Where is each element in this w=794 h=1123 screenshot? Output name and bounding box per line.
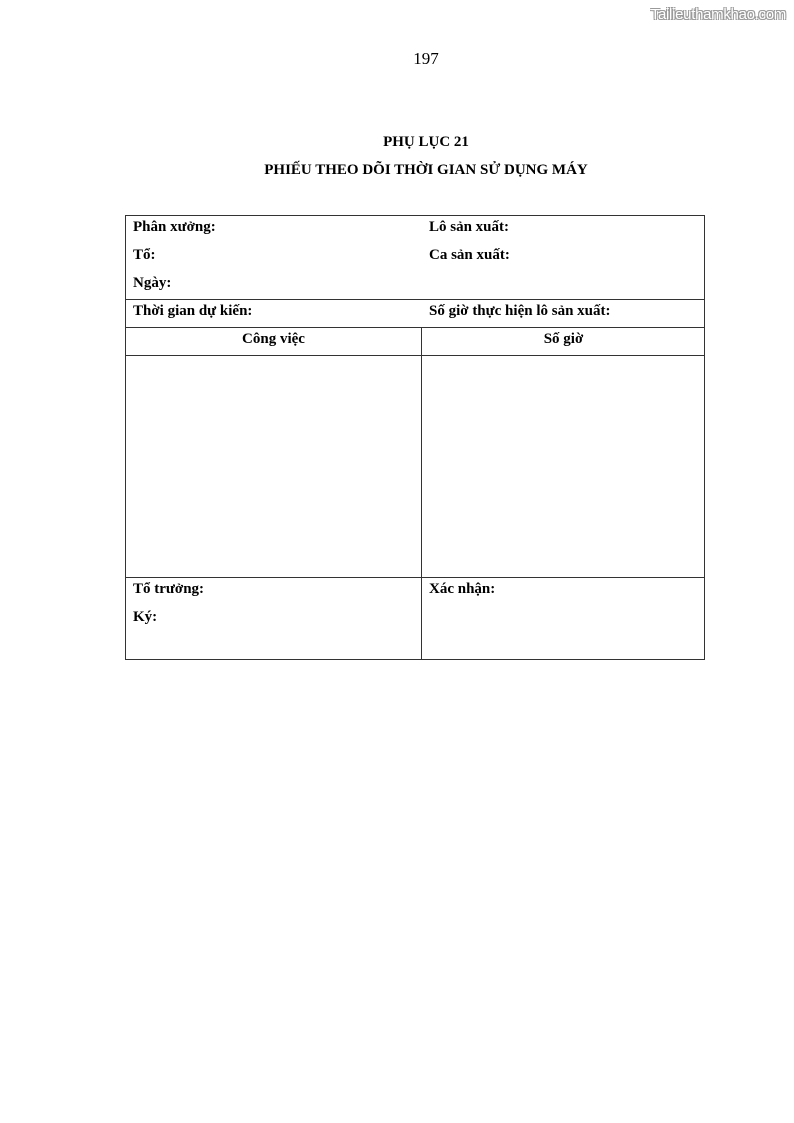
team-leader-label: Tổ trưởng: xyxy=(133,581,205,597)
confirm-label: Xác nhận: xyxy=(429,581,496,597)
column-header-hours: Số giờ xyxy=(543,331,584,347)
page-number: 197 xyxy=(413,49,439,68)
shift-label: Ca sản xuất: xyxy=(429,247,510,263)
hours-entry-cell[interactable] xyxy=(422,356,705,577)
row-divider xyxy=(126,327,704,328)
watermark: Tailieuthamkhao.com xyxy=(650,6,786,23)
column-header-work: Công việc xyxy=(242,331,305,347)
actual-hours-label: Số giờ thực hiện lô sản xuất: xyxy=(429,303,611,319)
batch-label: Lô sản xuất: xyxy=(429,219,510,235)
sign-label: Ký: xyxy=(133,609,158,625)
date-label: Ngày: xyxy=(133,275,172,291)
work-entry-cell[interactable] xyxy=(126,356,421,577)
team-label: Tổ: xyxy=(133,247,156,263)
appendix-title: PHỤ LỤC 21 xyxy=(383,134,469,150)
workshop-label: Phân xưởng: xyxy=(133,219,216,235)
row-divider xyxy=(126,299,704,300)
row-divider xyxy=(126,577,704,578)
planned-time-label: Thời gian dự kiến: xyxy=(133,303,253,319)
machine-usage-form xyxy=(125,215,705,660)
form-title: PHIẾU THEO DÕI THỜI GIAN SỬ DỤNG MÁY xyxy=(264,162,588,178)
